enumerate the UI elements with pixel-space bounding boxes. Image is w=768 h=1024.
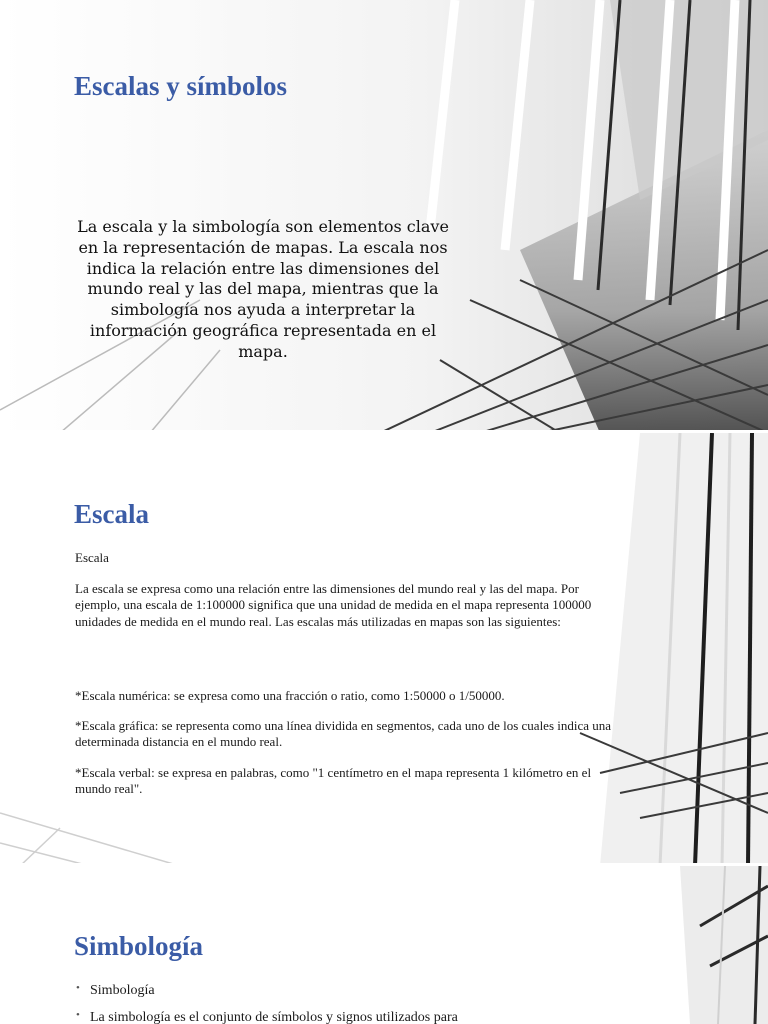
slide-2-intro-paragraph: La escala se expresa como una relación entre las dimensiones del mundo real y las del mapa. Por ejemplo, una escala de 1:100000 significa que una unidad de medida en el mapa representa 100000 unidades de medida en el mundo real. Las escalas más utilizadas en mapas son las siguientes: bbox=[75, 581, 592, 629]
slide-2 bbox=[0, 433, 768, 866]
slide-2-subtitle: Escala bbox=[75, 550, 109, 565]
slide-1-title: Escalas y símbolos bbox=[74, 71, 288, 101]
slide-2-background-image bbox=[0, 433, 768, 866]
scale-type-graphic: *Escala gráfica: se representa como una línea dividida en segmentos, cada uno de los cuales indica una determinada distancia en el mundo real. bbox=[75, 718, 612, 750]
slide-1-body-text: La escala y la simbología son elementos clave en la representación de mapas. La escala nos indica la relación entre las dimensiones del mundo real y las del mapa, mientras que la simbología nos ayuda a interpretar la información geográfica representada en el mapa. bbox=[77, 217, 449, 361]
bullet-marker: • bbox=[76, 1009, 80, 1021]
list-item bbox=[74, 1010, 458, 1024]
slide-1 bbox=[0, 0, 768, 433]
bullet-text: Simbología bbox=[90, 983, 155, 998]
list-item bbox=[74, 983, 458, 999]
slide-3-title: Simbología bbox=[74, 931, 204, 961]
scale-type-numeric: *Escala numérica: se expresa como una fracción o ratio, como 1:50000 o 1/50000. bbox=[75, 688, 505, 703]
slide-3 bbox=[0, 866, 768, 1024]
slide-3-bullet-list bbox=[74, 983, 458, 1024]
bullet-marker: • bbox=[76, 982, 80, 994]
bullet-text: La simbología es el conjunto de símbolos y signos utilizados para bbox=[90, 1010, 458, 1024]
slide-2-title: Escala bbox=[74, 499, 150, 529]
scale-type-verbal: *Escala verbal: se expresa en palabras, como "1 centímetro en el mapa representa 1 kilómetro en el mundo real". bbox=[75, 765, 592, 797]
